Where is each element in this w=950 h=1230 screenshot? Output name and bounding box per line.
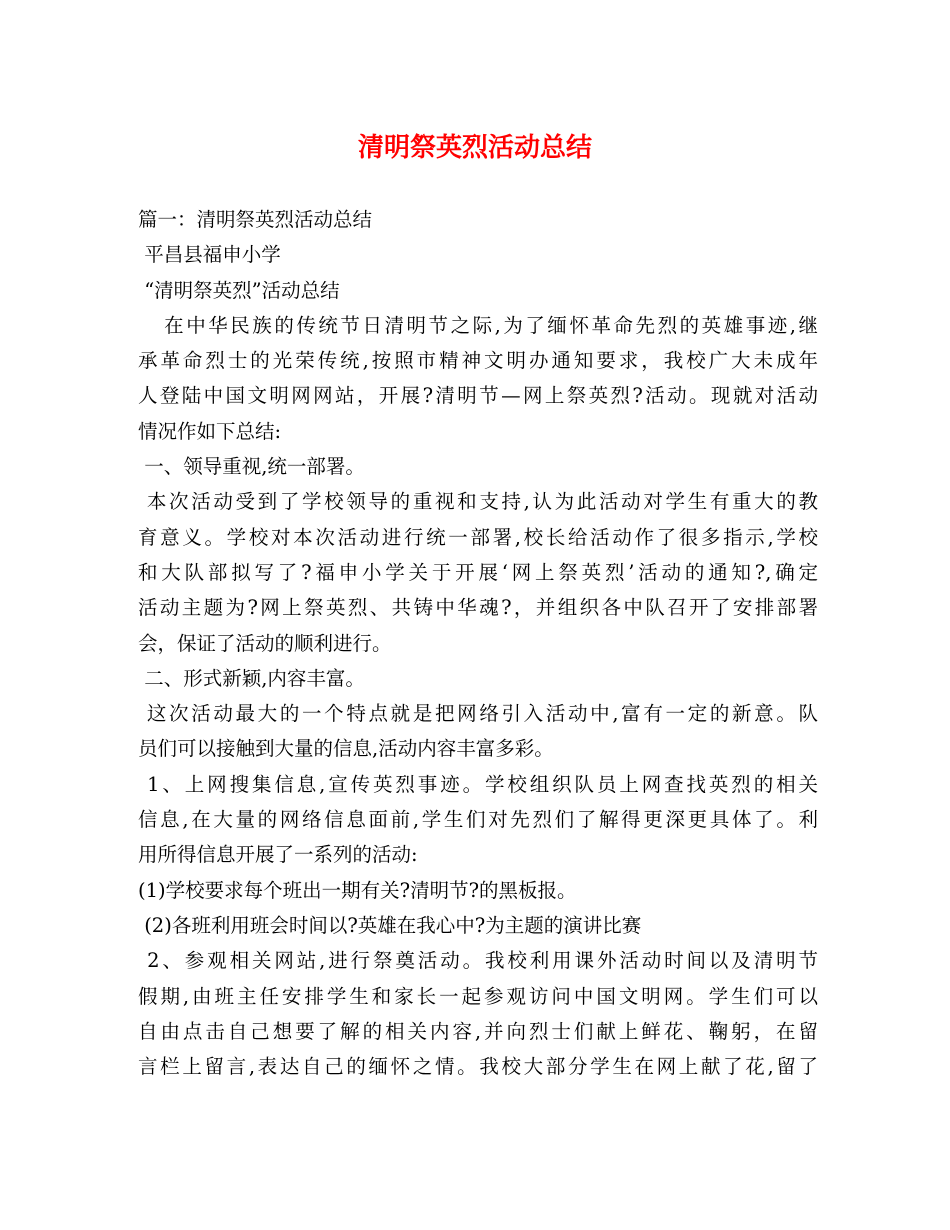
body-line: 育意义。学校对本次活动进行统一部署,校长给活动作了很多指示,学校 — [138, 525, 818, 549]
body-line: 会，保证了活动的顺利进行。 — [138, 631, 392, 655]
body-line: 用所得信息开展了一系列的活动: — [138, 843, 418, 867]
body-line: 2、参观相关网站,进行祭奠活动。我校利用课外活动时间以及清明节 — [138, 949, 818, 973]
body-line: 承革命烈士的光荣传统,按照市精神文明办通知要求，我校广大未成年 — [138, 349, 818, 373]
body-line: (2)各班利用班会时间以?英雄在我心中?为主题的演讲比赛 — [138, 913, 642, 937]
body-line: 一、领导重视,统一部署。 — [138, 455, 365, 479]
body-line: “清明祭英烈”活动总结 — [138, 278, 340, 302]
body-line: 本次活动受到了学校领导的重视和支持,认为此活动对学生有重大的教 — [138, 490, 818, 514]
body-line: 1、上网搜集信息,宣传英烈事迹。学校组织队员上网查找英烈的相关 — [138, 772, 818, 796]
body-line: 员们可以接触到大量的信息,活动内容丰富多彩。 — [138, 737, 554, 761]
body-line: 人登陆中国文明网网站，开展?清明节—网上祭英烈?活动。现就对活动 — [138, 384, 818, 408]
body-line: 言栏上留言,表达自己的缅怀之情。我校大部分学生在网上献了花,留了 — [138, 1055, 818, 1079]
body-line: 平昌县福申小学 — [138, 243, 281, 267]
body-line: 篇一：清明祭英烈活动总结 — [138, 208, 373, 231]
body-line: 信息,在大量的网络信息面前,学生们对先烈们了解得更深更具体了。利 — [138, 808, 818, 832]
body-line: 二、形式新颖,内容丰富。 — [138, 666, 365, 690]
body-line: 活动主题为?网上祭英烈、共铸中华魂?，并组织各中队召开了安排部署 — [138, 596, 818, 620]
document-body — [138, 202, 818, 1084]
body-line: (1)学校要求每个班出一期有关?清明节?的黑板报。 — [138, 878, 577, 902]
body-line: 和大队部拟写了?福申小学关于开展‘网上祭英烈’活动的通知?,确定 — [138, 560, 818, 584]
body-line: 在中华民族的传统节日清明节之际,为了缅怀革命先烈的英雄事迹,继 — [138, 313, 818, 337]
body-line: 这次活动最大的一个特点就是把网络引入活动中,富有一定的新意。队 — [138, 702, 818, 726]
document-title: 清明祭英烈活动总结 — [357, 133, 592, 163]
body-line: 自由点击自己想要了解的相关内容,并向烈士们献上鲜花、鞠躬，在留 — [138, 1019, 818, 1043]
body-line: 假期,由班主任安排学生和家长一起参观访问中国文明网。学生们可以 — [138, 984, 818, 1008]
body-line: 情况作如下总结: — [138, 419, 282, 443]
